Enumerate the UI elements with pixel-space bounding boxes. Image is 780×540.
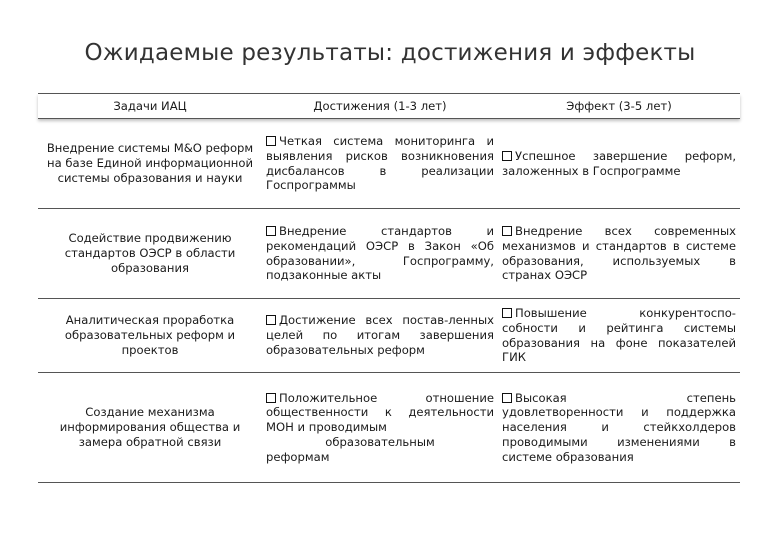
- checkbox-square-icon: [266, 226, 276, 236]
- effect-text: Внедрение всех современных механизмов и стандартов в системе образования, используемых в странах ОЭСР: [502, 223, 736, 283]
- achievement-cell: [262, 373, 498, 483]
- checkbox-square-icon: [266, 393, 276, 403]
- header-tasks: Задачи ИАЦ: [38, 94, 262, 119]
- task-cell: Аналитическая проработка образовательных реформ и проектов: [38, 299, 262, 373]
- task-cell: Внедрение системы М&О реформ на базе Единой информационной системы образования и науки: [38, 119, 262, 209]
- achievement-text-line: реформам: [266, 449, 330, 464]
- effect-cell: [498, 209, 740, 299]
- achievement-text: Достижение всех постав-ленных целей по итогам завершения образовательных реформ: [266, 313, 494, 357]
- task-cell: Создание механизма информирования общества и замера обратной связи: [38, 373, 262, 483]
- table-row: [38, 209, 740, 299]
- checkbox-square-icon: [502, 308, 512, 318]
- effect-text: Высокая степень удовлетворенности и поддержка населения и стейкхолдеров проводимыми изменениями в системе образования: [502, 390, 736, 464]
- checkbox-square-icon: [502, 393, 512, 403]
- achievement-text: Положительное отношение общественности к деятельности МОН и проводимым: [266, 390, 494, 435]
- achievement-cell: [262, 119, 498, 209]
- table-row: [38, 119, 740, 209]
- effect-text: Повышение конкурентоспо-собности и рейтинга системы образования на фоне показателей ГИК: [502, 305, 736, 365]
- task-cell: Содействие продвижению стандартов ОЭСР в области образования: [38, 209, 262, 299]
- page-title: Ожидаемые результаты: достижения и эффекты: [84, 40, 696, 66]
- achievement-text: Внедрение стандартов и рекомендаций ОЭСР в Закон «Об образовании», Госпрограмму, подзаконные акты: [266, 223, 494, 283]
- effect-cell: [498, 299, 740, 373]
- table-row: [38, 373, 740, 483]
- achievement-cell: [262, 209, 498, 299]
- results-table: [38, 93, 740, 483]
- checkbox-square-icon: [502, 226, 512, 236]
- header-effects: Эффект (3-5 лет): [498, 94, 740, 119]
- achievement-text: Четкая система мониторинга и выявления рисков возникновения дисбалансов в реализации Госпрограммы: [266, 133, 494, 193]
- checkbox-square-icon: [266, 315, 276, 325]
- achievement-text-line: образовательным: [325, 434, 435, 449]
- checkbox-square-icon: [502, 151, 512, 161]
- table-header-row: [38, 94, 740, 119]
- checkbox-square-icon: [266, 136, 276, 146]
- table-row: [38, 299, 740, 373]
- effect-text: Успешное завершение реформ, заложенных в Госпрограмме: [502, 148, 736, 178]
- header-achievements: Достижения (1-3 лет): [262, 94, 498, 119]
- effect-cell: [498, 119, 740, 209]
- effect-cell: [498, 373, 740, 483]
- achievement-cell: [262, 299, 498, 373]
